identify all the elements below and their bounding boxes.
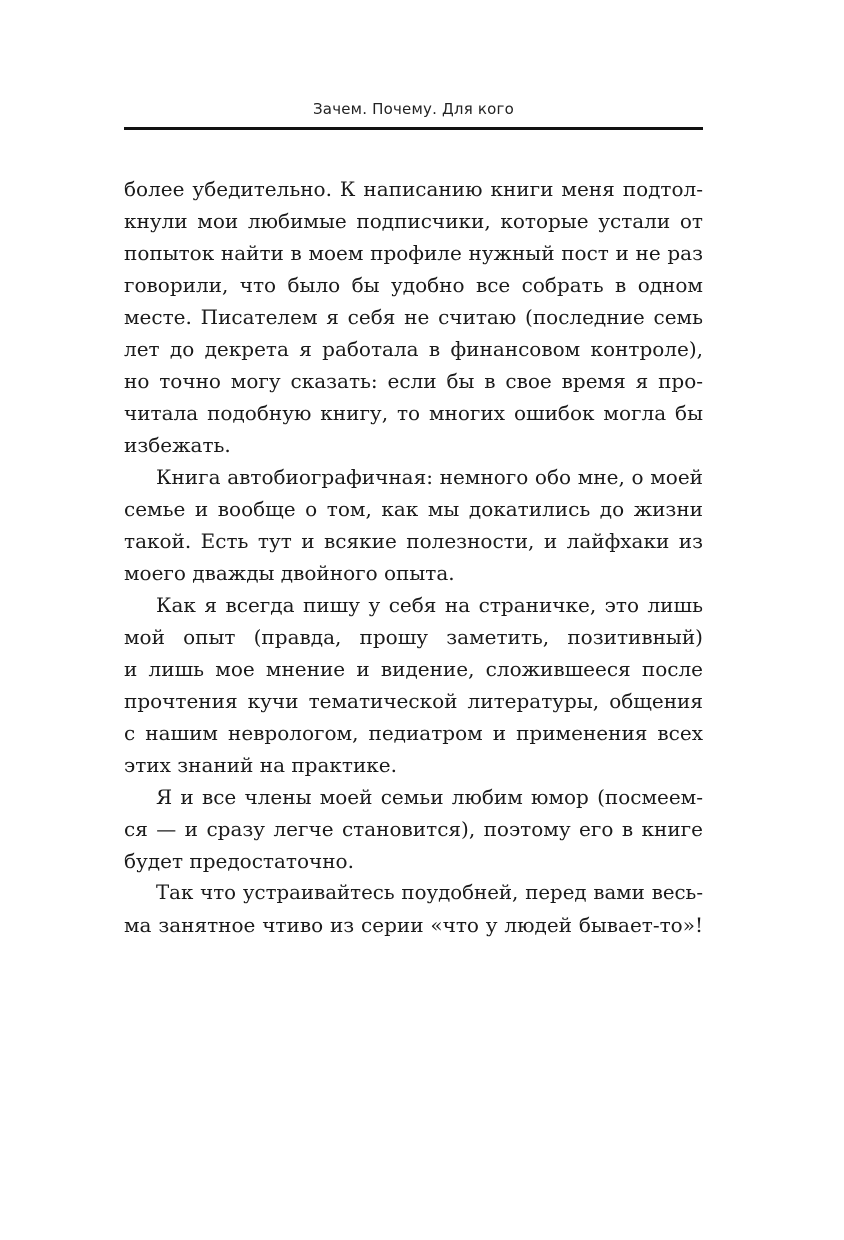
paragraph-5 bbox=[124, 877, 703, 941]
text-line: прочтения кучи тематической литературы, общения bbox=[124, 689, 703, 713]
text-line: и лишь мое мнение и видение, сложившееся после bbox=[124, 657, 703, 681]
text-line: с нашим неврологом, педиатром и применения всех bbox=[124, 721, 703, 745]
text-line: этих знаний на практике. bbox=[124, 753, 397, 777]
text-line: Как я всегда пишу у себя на страничке, это лишь bbox=[156, 593, 703, 617]
text-line: попыток найти в моем профиле нужный пост и не раз bbox=[124, 241, 703, 265]
text-line: Так что устраивайтесь поудобней, перед вами весь- bbox=[156, 881, 703, 904]
text-line: мой опыт (правда, прошу заметить, позитивный) bbox=[124, 625, 703, 649]
paragraph-1 bbox=[124, 173, 703, 461]
body-text bbox=[124, 173, 703, 941]
text-line: Я и все члены моей семьи любим юмор (посмеем- bbox=[156, 785, 703, 809]
text-line: ся — и сразу легче становится), поэтому его в книге bbox=[124, 817, 703, 841]
text-line: месте. Писателем я себя не считаю (последние семь bbox=[124, 305, 703, 329]
paragraph-3 bbox=[124, 589, 703, 781]
text-line: такой. Есть тут и всякие полезности, и лайфхаки из bbox=[124, 529, 703, 553]
text-line: более убедительно. К написанию книги меня подтол- bbox=[124, 177, 703, 201]
text-line: кнули мои любимые подписчики, которые устали от bbox=[124, 209, 703, 233]
text-line: читала подобную книгу, то многих ошибок могла бы bbox=[124, 401, 703, 425]
text-line: ма занятное чтиво из серии «что у людей бывает-то»! bbox=[124, 913, 703, 937]
paragraph-4 bbox=[124, 781, 703, 877]
text-line: избежать. bbox=[124, 433, 231, 457]
text-line: Книга автобиографичная: немного обо мне, о моей bbox=[156, 465, 703, 489]
text-line: но точно могу сказать: если бы в свое время я про- bbox=[124, 369, 703, 393]
text-line: говорили, что было бы удобно все собрать в одном bbox=[124, 273, 703, 297]
text-line: будет предостаточно. bbox=[124, 849, 354, 873]
text-line: семье и вообще о том, как мы докатились до жизни bbox=[124, 497, 703, 521]
text-line: моего дважды двойного опыта. bbox=[124, 561, 455, 585]
text-line: лет до декрета я работала в финансовом контроле), bbox=[124, 337, 703, 361]
header-rule bbox=[124, 127, 703, 130]
running-head: Зачем. Почему. Для кого bbox=[312, 100, 515, 118]
paragraph-2 bbox=[124, 461, 703, 589]
